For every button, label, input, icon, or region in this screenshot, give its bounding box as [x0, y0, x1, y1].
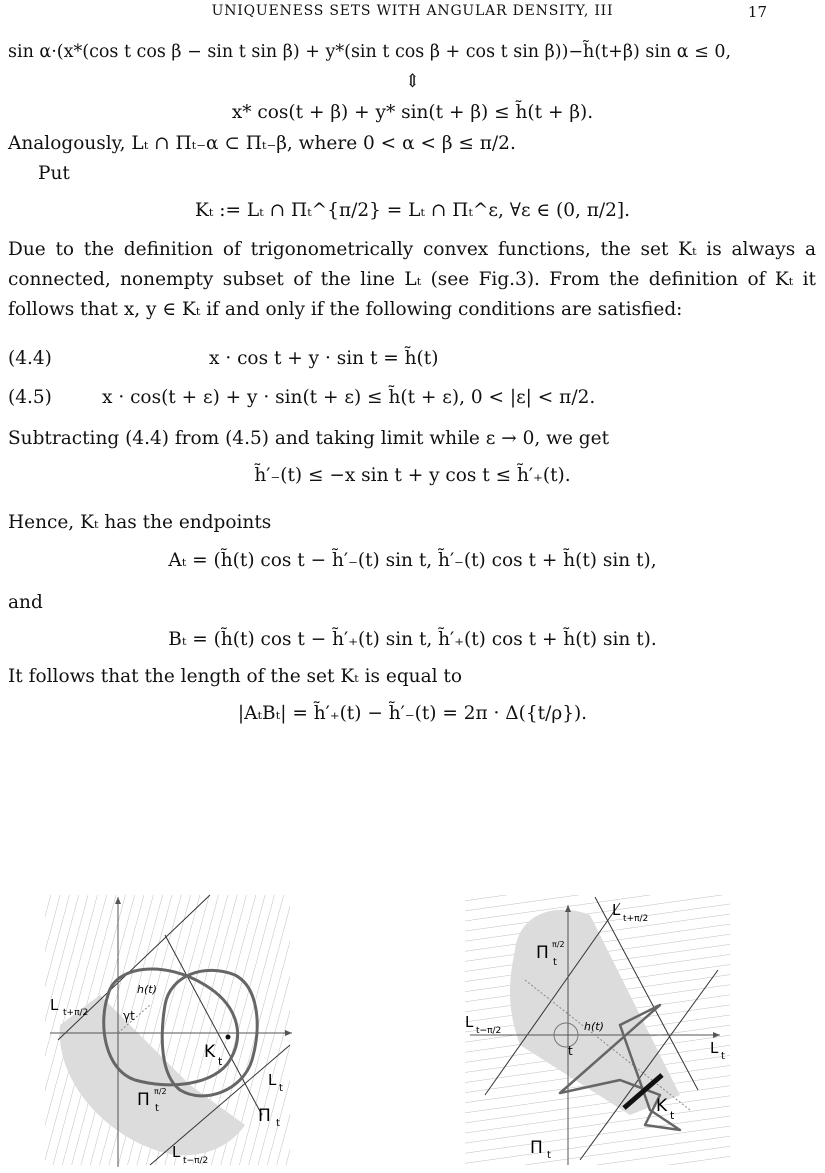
right-label-K-t: K: [656, 1096, 668, 1116]
equation-4-5: x · cos(t + ε) + y · sin(t + ε) ≤ h̃(t + ε), 0 < |ε| < π/2.: [102, 387, 596, 408]
left-label-L-t-sub: t: [279, 1083, 283, 1094]
right-label-L-t: L: [710, 1039, 719, 1057]
right-label-L-tplus-sub: t+π/2: [623, 914, 649, 924]
follows-line: It follows that the length of the set Kₜ is equal to: [8, 666, 462, 687]
left-label-Pi-half-sub: t: [155, 1103, 159, 1114]
left-label-gamma-t: γt: [123, 1009, 135, 1023]
and-line: and: [8, 592, 43, 613]
put-line: Put: [38, 163, 70, 184]
left-label-L-tminus: L: [172, 1143, 181, 1161]
equation-4-4-label: (4.4): [8, 348, 52, 369]
left-label-h-t: h(t): [137, 983, 157, 996]
iff-symbol: ⇕: [404, 71, 421, 92]
figure-left: [45, 895, 292, 1167]
left-label-L-tminus-sub: t−π/2: [183, 1156, 209, 1166]
running-title: UNIQUENESS SETS WITH ANGULAR DENSITY, III: [211, 3, 614, 19]
right-label-K-t-sub: t: [670, 1109, 675, 1122]
left-kt-point: [226, 1035, 231, 1040]
subtracting-line: Subtracting (4.4) from (4.5) and taking limit while ε → 0, we get: [8, 428, 609, 449]
bt-definition: Bₜ = (h̃(t) cos t − h̃′₊(t) sin t, h̃′₊(t) cos t + h̃(t) sin t).: [168, 629, 657, 650]
kt-definition: Kₜ := Lₜ ∩ Πₜ^{π/2} = Lₜ ∩ Πₜ^ε, ∀ε ∈ (0, π/2].: [194, 200, 630, 221]
left-label-Pi-t-sub: t: [276, 1118, 280, 1129]
right-label-L-tminus-sub: t−π/2: [476, 1026, 502, 1036]
equation-4-5-label: (4.5): [8, 387, 52, 408]
right-label-Pi-half: Π: [536, 943, 549, 963]
right-label-Pi-t-sub: t: [547, 1150, 551, 1161]
left-label-K-t-sub: t: [218, 1055, 223, 1068]
left-label-K-t: K: [204, 1042, 216, 1062]
left-label-L-tplus-sub: t+π/2: [63, 1008, 89, 1018]
right-label-L-tminus: L: [465, 1013, 474, 1031]
analogously-line: Analogously, Lₜ ∩ Πₜ₋α ⊂ Πₜ₋β, where 0 < α < β ≤ π/2.: [8, 133, 516, 154]
at-definition: Aₜ = (h̃(t) cos t − h̃′₋(t) sin t, h̃′₋(t) cos t + h̃(t) sin t),: [168, 550, 657, 571]
right-label-t-angle: t: [568, 1044, 573, 1058]
right-label-Pi-half-sup: π/2: [552, 940, 565, 949]
figure-right: [465, 895, 730, 1165]
right-label-L-t-sub: t: [721, 1051, 725, 1062]
right-label-Pi-t: Π: [530, 1138, 543, 1158]
left-label-Pi-half: Π: [137, 1090, 150, 1110]
hence-line: Hence, Kₜ has the endpoints: [8, 512, 272, 533]
right-label-L-tplus: L: [612, 901, 621, 919]
page-number: 17: [747, 3, 767, 21]
left-label-L-tplus: L: [50, 996, 59, 1014]
equation-4-4: x · cos t + y · sin t = h̃(t): [209, 348, 439, 369]
equation-top: sin α·(x*(cos t cos β − sin t sin β) + y*(sin t cos β + cos t sin β))−h̃(t+β) sin α ≤ 0,: [8, 42, 732, 62]
length-equation: |AₜBₜ| = h̃′₊(t) − h̃′₋(t) = 2π · Δ({t/ρ}).: [237, 703, 588, 724]
derivative-inequality: h̃′₋(t) ≤ −x sin t + y cos t ≤ h̃′₊(t).: [254, 465, 571, 486]
figure-3: [0, 875, 825, 1169]
left-label-Pi-half-sup: π/2: [154, 1087, 167, 1096]
figure-3-svg: [0, 875, 825, 1169]
equation-iff-result: x* cos(t + β) + y* sin(t + β) ≤ h̃(t + β).: [231, 102, 594, 123]
paragraph-kt-connected: Due to the definition of trigonometrically convex functions, the set Kₜ is always a connected, nonempty subset of the line Lₜ (see Fig.3). From the definition of Kₜ it follows that x, y ∈ Kₜ if and only if the following conditions are satisfied:: [8, 239, 816, 320]
right-label-Pi-half-sub: t: [553, 957, 557, 968]
left-label-L-t: L: [268, 1071, 277, 1089]
right-label-h-t: h(t): [584, 1020, 604, 1033]
left-label-Pi-t: Π: [258, 1106, 271, 1126]
